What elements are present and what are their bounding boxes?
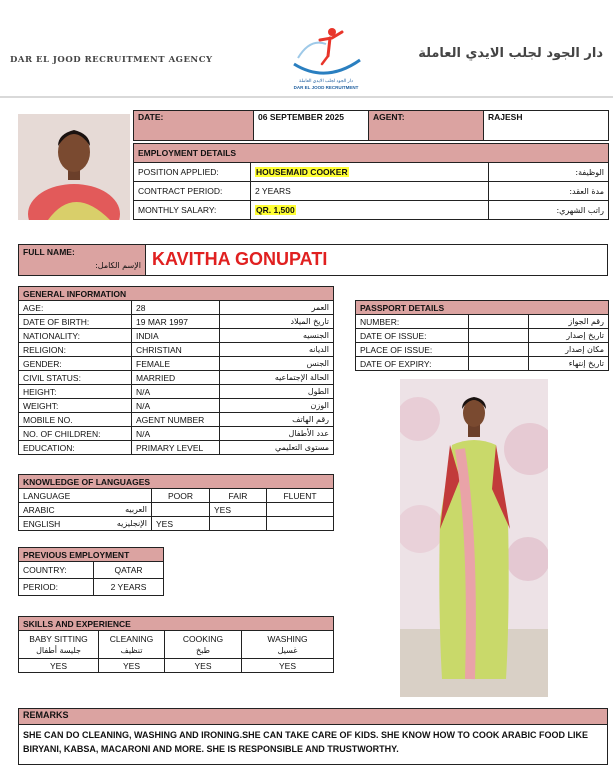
country-label: COUNTRY: — [19, 562, 94, 579]
passport-details-header: PASSPORT DETAILS — [356, 301, 609, 315]
issue-place-label-arabic: مكان إصدار — [529, 343, 609, 357]
weight-label-arabic: الوزن — [220, 399, 334, 413]
date-value: 06 SEPTEMBER 2025 — [254, 111, 369, 141]
skill-name-arabic: غسيل — [277, 645, 298, 655]
period-value: 2 YEARS — [94, 579, 164, 596]
agency-logo-icon — [276, 20, 376, 80]
height-label: HEIGHT: — [19, 385, 132, 399]
dob-value: 19 MAR 1997 — [132, 315, 220, 329]
salary-value-highlight: QR. 1,500 — [256, 205, 295, 215]
salary-value — [251, 201, 489, 220]
civil-status-label-arabic: الحالة الإجتماعيه — [220, 371, 334, 385]
gender-label-arabic: الجنس — [220, 357, 334, 371]
skill-value: YES — [242, 659, 334, 673]
gender-value: FEMALE — [132, 357, 220, 371]
full-body-photo-icon — [400, 379, 548, 697]
weight-value: N/A — [132, 399, 220, 413]
nationality-label-arabic: الجنسيه — [220, 329, 334, 343]
header-divider — [0, 96, 613, 98]
language-name-cell — [19, 503, 152, 517]
education-label-arabic: مستوى التعليمي — [220, 441, 334, 455]
education-value: PRIMARY LEVEL — [132, 441, 220, 455]
skills-header: SKILLS AND EXPERIENCE — [19, 617, 334, 631]
contract-label-arabic: مدة العقد: — [489, 182, 609, 201]
education-label: EDUCATION: — [19, 441, 132, 455]
gender-label: GENDER: — [19, 357, 132, 371]
agency-name-english: DAR EL JOOD RECRUITMENT AGENCY — [10, 55, 213, 65]
poor-cell — [152, 503, 210, 517]
mobile-label-arabic: رقم الهاتف — [220, 413, 334, 427]
fair-cell: YES — [210, 503, 267, 517]
skill-cooking — [165, 631, 242, 659]
skill-value: YES — [99, 659, 165, 673]
profile-photo — [18, 114, 130, 220]
poor-cell: YES — [152, 517, 210, 531]
religion-label: RELIGION: — [19, 343, 132, 357]
agent-value: RAJESH — [484, 111, 609, 141]
skill-value: YES — [19, 659, 99, 673]
position-label: POSITION APPLIED: — [134, 163, 251, 182]
passport-number-label-arabic: رقم الجواز — [529, 315, 609, 329]
height-label-arabic: الطول — [220, 385, 334, 399]
fluent-column-header: FLUENT — [267, 489, 334, 503]
agency-logo — [276, 20, 376, 92]
height-value: N/A — [132, 385, 220, 399]
passport-number-value — [469, 315, 529, 329]
full-name-label-english: FULL NAME: — [23, 247, 75, 257]
expiry-date-label-arabic: تاريخ إنتهاء — [529, 357, 609, 371]
issue-date-label: DATE OF ISSUE: — [356, 329, 469, 343]
mobile-label: MOBILE NO. — [19, 413, 132, 427]
civil-status-label: CIVIL STATUS: — [19, 371, 132, 385]
skill-name-arabic: جليسة أطفال — [36, 645, 81, 655]
languages-table — [18, 474, 334, 531]
expiry-date-value — [469, 357, 529, 371]
language-column-header: LANGUAGE — [19, 489, 152, 503]
age-label-arabic: العمر — [220, 301, 334, 315]
fluent-cell — [267, 517, 334, 531]
dob-label-arabic: تاريخ الميلاد — [220, 315, 334, 329]
fair-column-header: FAIR — [210, 489, 267, 503]
period-label: PERIOD: — [19, 579, 94, 596]
language-name-arabic: الإنجليزيه — [116, 518, 147, 528]
date-label: DATE: — [134, 111, 254, 141]
religion-label-arabic: الديانه — [220, 343, 334, 357]
full-name-value: KAVITHA GONUPATI — [146, 244, 608, 276]
country-value: QATAR — [94, 562, 164, 579]
age-value: 28 — [132, 301, 220, 315]
skill-cleaning — [99, 631, 165, 659]
contract-value: 2 YEARS — [251, 182, 489, 201]
logo-text-arabic: دار الجود لجلب الايدي العاملة — [299, 78, 353, 83]
passport-number-label: NUMBER: — [356, 315, 469, 329]
logo-text-english: DAR EL JOOD RECRUITMENT — [293, 85, 359, 90]
children-label-arabic: عدد الأطفال — [220, 427, 334, 441]
skill-name: WASHING — [267, 633, 308, 644]
agency-name-arabic: دار الجود لجلب الايدي العاملة — [418, 46, 603, 61]
language-name-cell — [19, 517, 152, 531]
skill-name-arabic: تنظيف — [120, 645, 143, 655]
children-label: NO. OF CHILDREN: — [19, 427, 132, 441]
position-label-arabic: الوظيفة: — [489, 163, 609, 182]
language-name: ENGLISH — [23, 518, 61, 529]
employment-details-header: EMPLOYMENT DETAILS — [134, 144, 609, 163]
profile-photo-icon — [18, 114, 130, 220]
issue-place-value — [469, 343, 529, 357]
agent-label: AGENT: — [369, 111, 484, 141]
poor-column-header: POOR — [152, 489, 210, 503]
children-value: N/A — [132, 427, 220, 441]
general-information-header: GENERAL INFORMATION — [19, 287, 334, 301]
remarks-header: REMARKS — [18, 708, 608, 725]
nationality-label: NATIONALITY: — [19, 329, 132, 343]
fluent-cell — [267, 503, 334, 517]
previous-employment-table — [18, 547, 164, 596]
skill-name-arabic: طبخ — [196, 645, 210, 655]
skill-name: CLEANING — [109, 633, 154, 644]
language-row-english — [19, 517, 334, 531]
previous-employment-header: PREVIOUS EMPLOYMENT — [19, 548, 164, 562]
skill-value: YES — [165, 659, 242, 673]
issue-place-label: PLACE OF ISSUE: — [356, 343, 469, 357]
mobile-value: AGENT NUMBER — [132, 413, 220, 427]
skill-baby-sitting — [19, 631, 99, 659]
fair-cell — [210, 517, 267, 531]
skill-name: BABY SITTING — [29, 633, 88, 644]
skill-name: COOKING — [182, 633, 224, 644]
language-row-arabic — [19, 503, 334, 517]
full-name-label — [18, 244, 146, 276]
top-info-table — [133, 110, 609, 141]
age-label: AGE: — [19, 301, 132, 315]
language-name-arabic: العربيه — [125, 504, 147, 514]
full-body-photo — [400, 379, 548, 697]
position-value — [251, 163, 489, 182]
salary-label-arabic: راتب الشهري: — [489, 201, 609, 220]
religion-value: CHRISTIAN — [132, 343, 220, 357]
position-value-highlight: HOUSEMAID COOKER — [256, 167, 348, 177]
dob-label: DATE OF BIRTH: — [19, 315, 132, 329]
skill-washing — [242, 631, 334, 659]
civil-status-value: MARRIED — [132, 371, 220, 385]
weight-label: WEIGHT: — [19, 399, 132, 413]
languages-header: KNOWLEDGE OF LANGUAGES — [19, 475, 334, 489]
issue-date-label-arabic: تاريخ إصدار — [529, 329, 609, 343]
nationality-value: INDIA — [132, 329, 220, 343]
issue-date-value — [469, 329, 529, 343]
remarks-text: SHE CAN DO CLEANING, WASHING AND IRONING.SHE CAN TAKE CARE OF KIDS. SHE KNOW HOW TO COOK ARABIC FOOD LIKE BIRYANI, KABSA, MACARONI AND MORE. SHE IS RESPONSIBLE AND TRUSTWORTHY. — [18, 725, 608, 765]
expiry-date-label: DATE OF EXPIRY: — [356, 357, 469, 371]
skills-table — [18, 616, 334, 673]
language-name: ARABIC — [23, 504, 55, 515]
employment-details-table — [133, 143, 609, 220]
full-name-label-arabic: الإسم الكامل: — [95, 261, 141, 270]
salary-label: MONTHLY SALARY: — [134, 201, 251, 220]
contract-label: CONTRACT PERIOD: — [134, 182, 251, 201]
passport-details-table — [355, 300, 609, 371]
general-information-table — [18, 286, 334, 455]
